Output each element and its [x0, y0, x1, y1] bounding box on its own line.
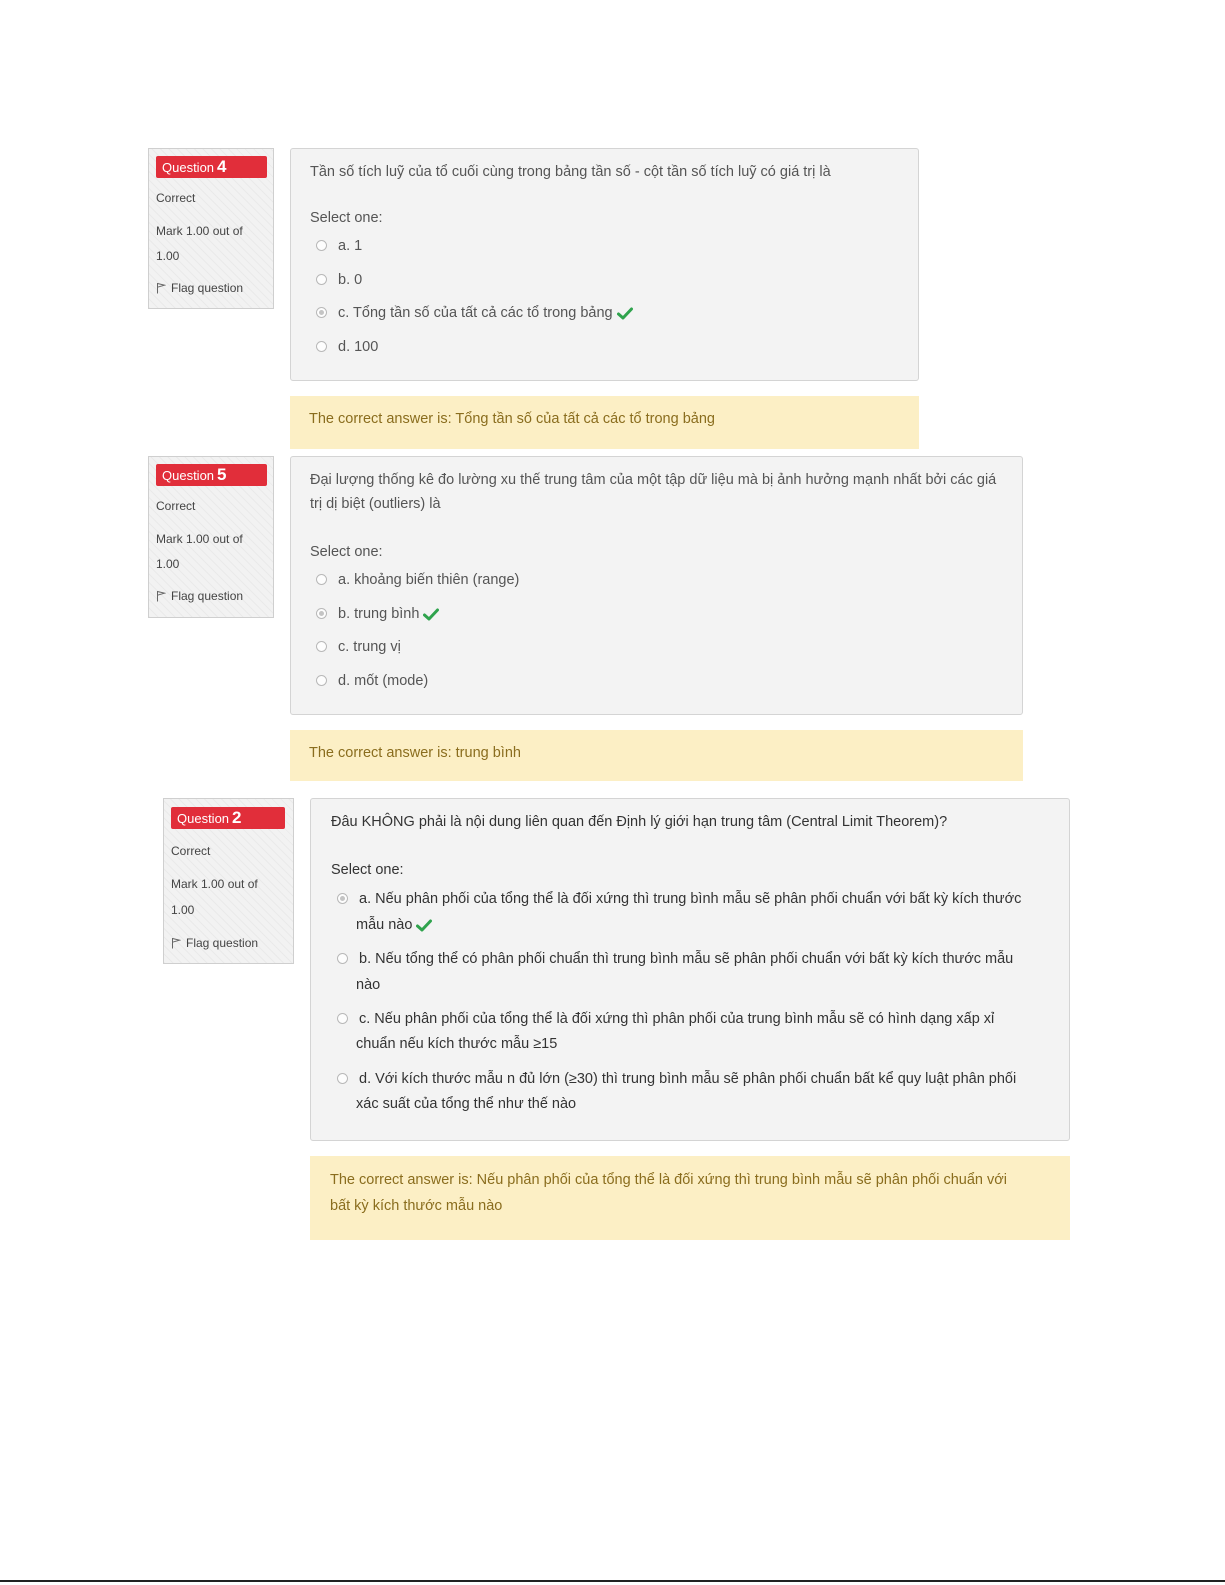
question-number-badge: [156, 156, 267, 178]
flag-icon: [156, 590, 166, 602]
option-d-radio[interactable]: [337, 1073, 348, 1084]
flag-question-label: Flag question: [186, 936, 259, 950]
flag-question-label: Flag question: [171, 281, 244, 295]
page-bottom-divider: [0, 1580, 1225, 1582]
option-c-label: c. Nếu phân phối của tổng thể là đối xứng thì phân phối của trung bình mẫu sẽ có hình dạng xấp xỉ: [359, 1011, 995, 1027]
correct-answer-text-continued: bất kỳ kích thước mẫu nào: [330, 1198, 503, 1214]
option-a-radio[interactable]: [316, 240, 327, 251]
question-content: [310, 798, 1070, 1141]
correct-check-icon: [423, 608, 439, 621]
option-a-radio[interactable]: [337, 893, 348, 904]
option-b-label: b. 0: [338, 272, 363, 288]
question-info-panel: [163, 798, 294, 964]
question-mark-max: 1.00: [156, 249, 180, 263]
option-b-label-continued: nào: [356, 977, 381, 993]
question-label: Question: [177, 811, 230, 826]
flag-question-link[interactable]: [171, 936, 258, 950]
correct-answer-text: The correct answer is: Tổng tần số của tất cả các tổ trong bảng: [309, 411, 715, 427]
flag-question-link[interactable]: [156, 281, 243, 295]
question-status: Correct: [171, 844, 211, 858]
option-c-radio[interactable]: [337, 1013, 348, 1024]
question-label: Question: [162, 160, 215, 175]
option-d-label: d. mốt (mode): [338, 673, 429, 689]
option-a-radio[interactable]: [316, 574, 327, 585]
question-mark-max: 1.00: [171, 903, 195, 917]
option-d-label-continued: xác suất của tổng thể như thế nào: [356, 1096, 577, 1112]
question-text: Tần số tích luỹ của tổ cuối cùng trong bảng tần số - cột tần số tích luỹ có giá trị là: [310, 164, 831, 180]
question-number: 4: [217, 157, 227, 176]
question-status: Correct: [156, 191, 196, 205]
correct-answer-feedback: [310, 1156, 1070, 1240]
question-info-panel: [148, 456, 274, 618]
option-c-radio[interactable]: [316, 307, 327, 318]
question-number: 2: [232, 808, 242, 827]
option-b-radio[interactable]: [337, 953, 348, 964]
option-d-label: d. 100: [338, 339, 379, 355]
option-a-label: a. khoảng biến thiên (range): [338, 572, 520, 588]
correct-answer-text: The correct answer is: Nếu phân phối của tổng thể là đối xứng thì trung bình mẫu sẽ phân phối chuẩn với: [330, 1172, 1007, 1188]
option-d-radio[interactable]: [316, 341, 327, 352]
option-a-label: a. 1: [338, 238, 363, 254]
option-a-label-continued: mẫu nào: [356, 917, 413, 933]
question-text: Đại lượng thống kê đo lường xu thế trung tâm của một tập dữ liệu mà bị ảnh hưởng mạnh nhất bởi các giá: [310, 472, 997, 488]
question-mark: Mark 1.00 out of: [156, 532, 243, 546]
option-c-row: [338, 301, 633, 326]
option-d-label: d. Với kích thước mẫu n đủ lớn (≥30) thì trung bình mẫu sẽ phân phối chuẩn bất kể quy luật phân phối: [359, 1071, 1017, 1087]
select-one-label: Select one:: [310, 210, 383, 226]
option-a-label: a. Nếu phân phối của tổng thể là đối xứng thì trung bình mẫu sẽ phân phối chuẩn với bất kỳ kích thước: [359, 891, 1022, 907]
question-mark: Mark 1.00 out of: [171, 877, 258, 891]
option-b-radio[interactable]: [316, 608, 327, 619]
option-a-row-continued: [356, 913, 432, 938]
question-text: Đâu KHÔNG phải là nội dung liên quan đến Định lý giới hạn trung tâm (Central Limit Theorem)?: [331, 814, 948, 830]
option-c-radio[interactable]: [316, 641, 327, 652]
question-number: 5: [217, 465, 227, 484]
correct-check-icon: [416, 919, 432, 932]
option-d-radio[interactable]: [316, 675, 327, 686]
question-info-panel: [148, 148, 274, 309]
question-number-badge: [156, 464, 267, 486]
question-label: Question: [162, 468, 215, 483]
question-mark-max: 1.00: [156, 557, 180, 571]
select-one-label: Select one:: [331, 862, 404, 878]
correct-check-icon: [617, 307, 633, 320]
select-one-label: Select one:: [310, 544, 383, 560]
question-status: Correct: [156, 499, 196, 513]
option-c-label-continued: chuẩn nếu kích thước mẫu ≥15: [356, 1036, 558, 1052]
question-content: [290, 148, 919, 381]
question-content: [290, 456, 1023, 715]
flag-icon: [171, 937, 181, 949]
question-text-continued: trị dị biệt (outliers) là: [310, 496, 441, 512]
option-b-label: b. Nếu tổng thể có phân phối chuẩn thì trung bình mẫu sẽ phân phối chuẩn với bất kỳ kích thước mẫu: [359, 951, 1014, 967]
question-number-badge: [171, 807, 285, 829]
option-b-row: [338, 602, 439, 627]
correct-answer-feedback: [290, 396, 919, 449]
question-mark: Mark 1.00 out of: [156, 224, 243, 238]
flag-icon: [156, 282, 166, 294]
option-c-label: c. trung vị: [338, 639, 401, 655]
correct-answer-feedback: [290, 730, 1023, 781]
flag-question-label: Flag question: [171, 589, 244, 603]
flag-question-link[interactable]: [156, 589, 243, 603]
option-b-label: b. trung bình: [338, 606, 420, 622]
option-b-radio[interactable]: [316, 274, 327, 285]
option-c-label: c. Tổng tần số của tất cả các tổ trong bảng: [338, 305, 613, 321]
correct-answer-text: The correct answer is: trung bình: [309, 745, 521, 761]
